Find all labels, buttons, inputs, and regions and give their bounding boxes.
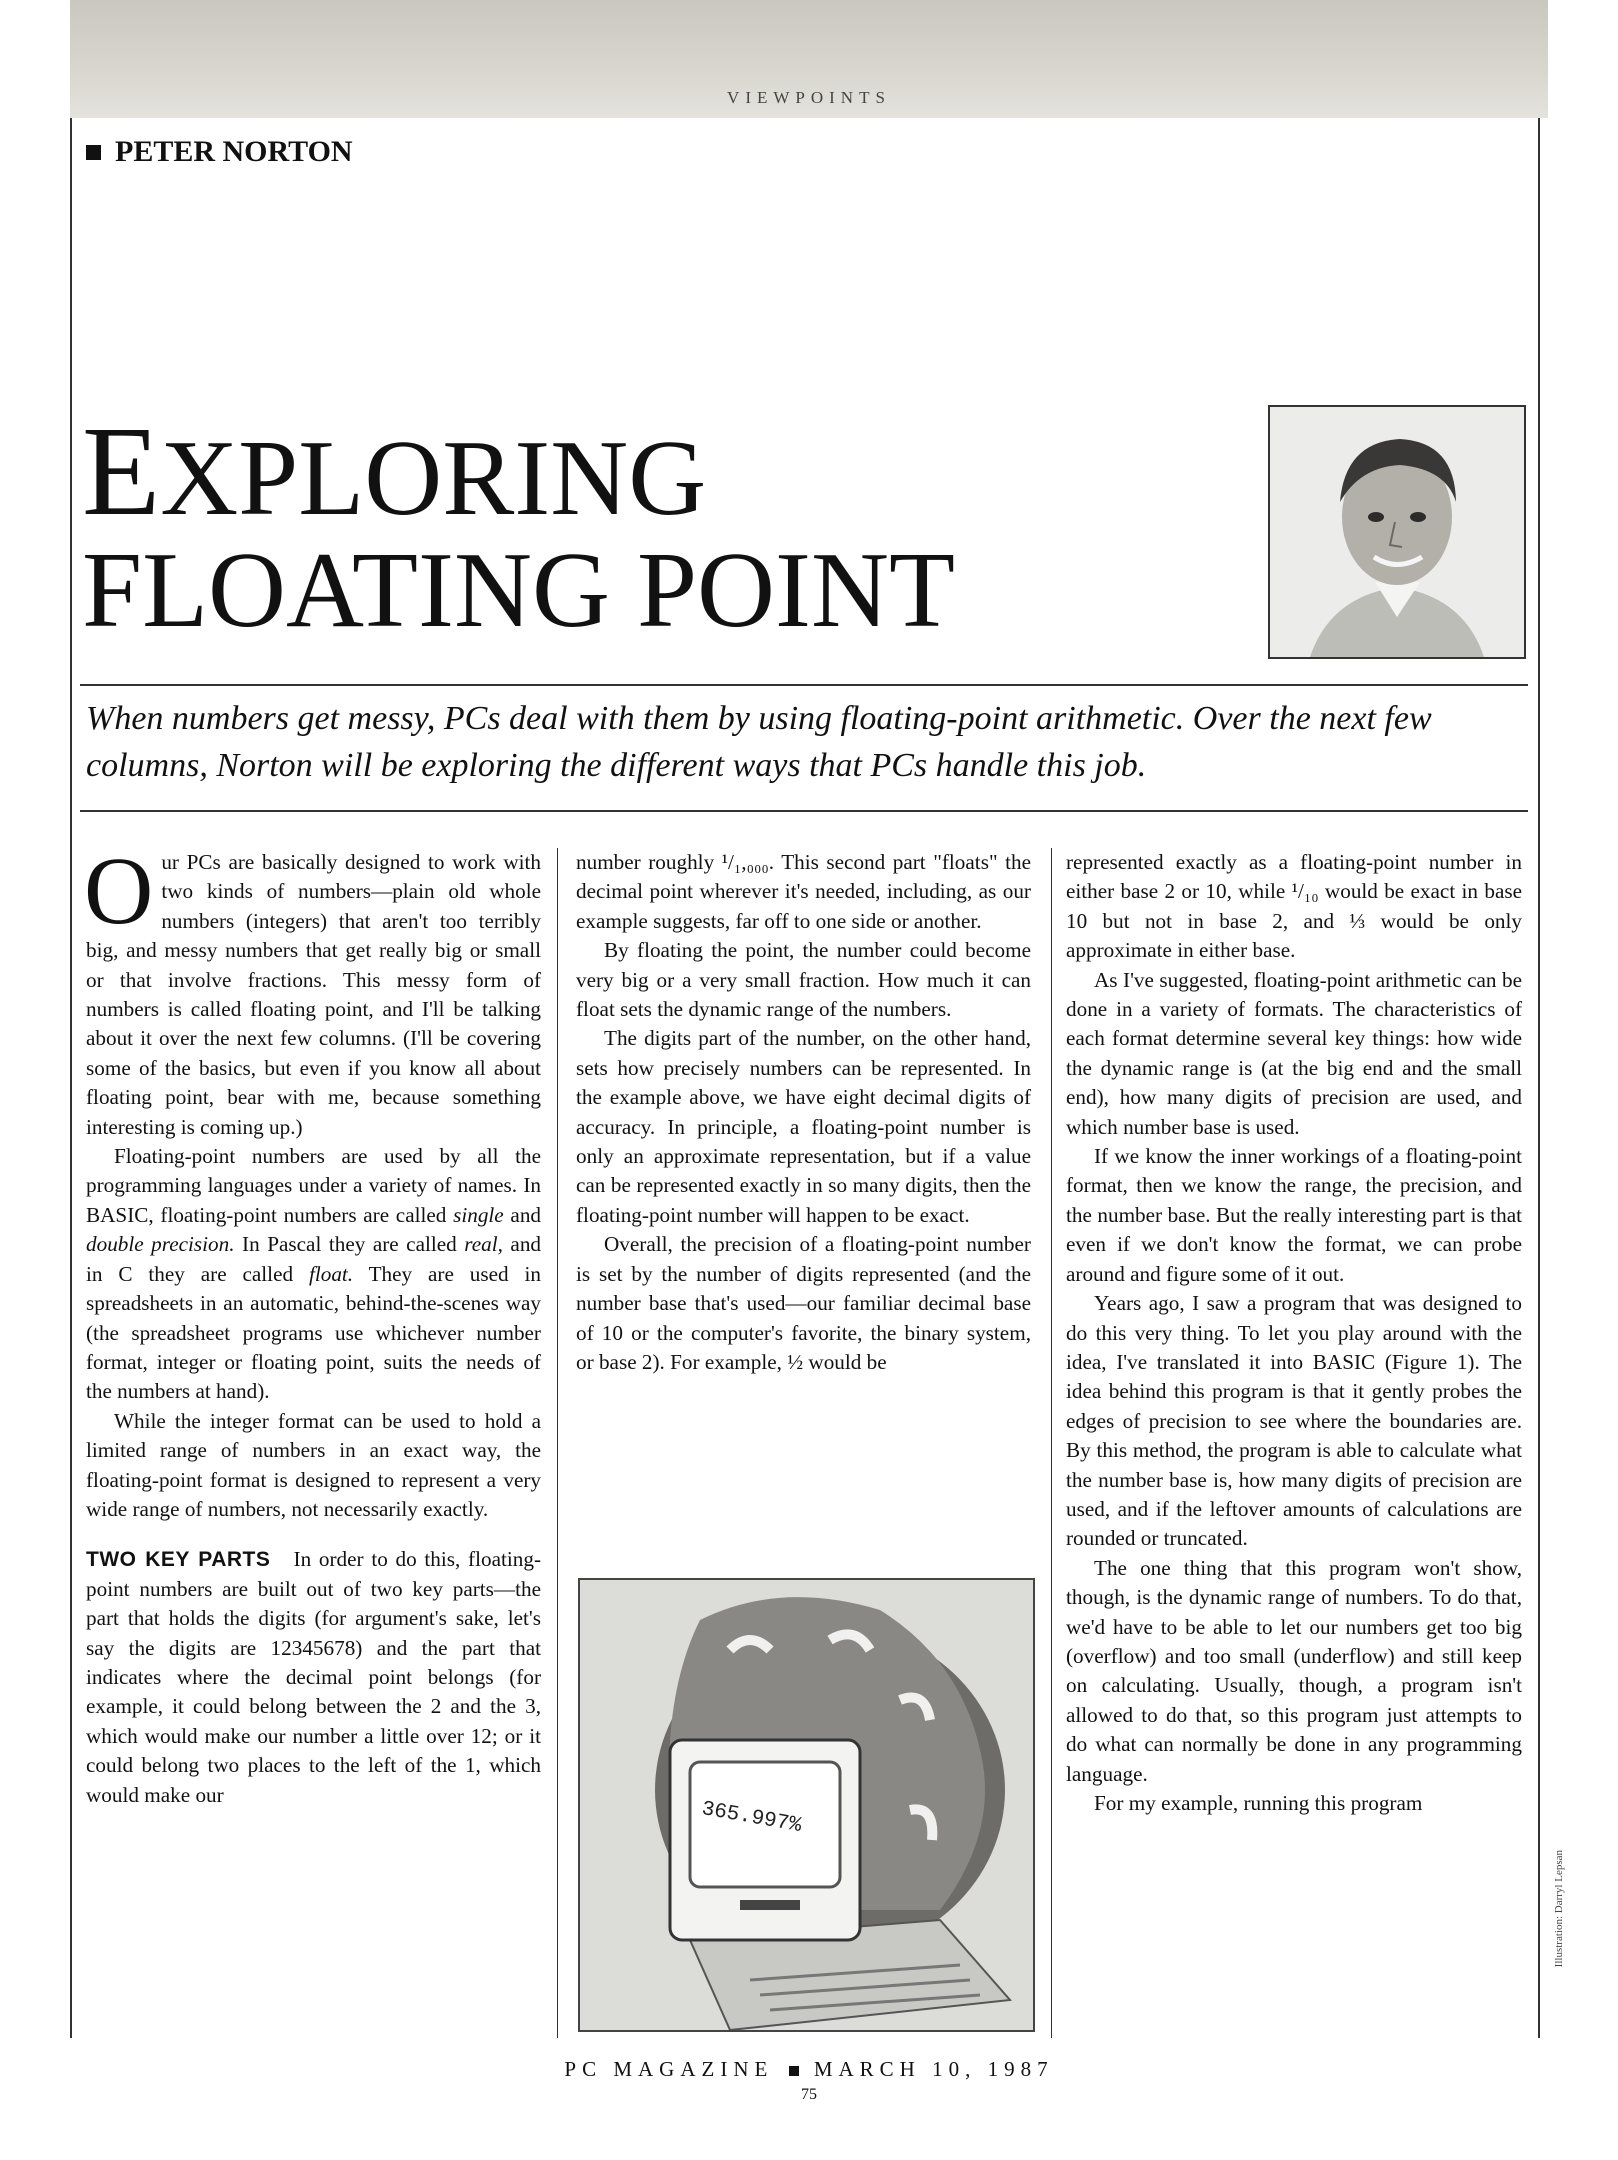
col1-para-4: [86, 1545, 541, 1810]
col3-para-3: If we know the inner workings of a floating-point format, then we know the range, the precision, and the number base. But the really interesting part is that even if we don't know the format, we can probe around and figure some of it out.: [1066, 1144, 1522, 1286]
title-line2: FLOATING POINT: [82, 531, 955, 650]
title-line1-rest: XPLORING: [160, 419, 707, 538]
section-label: VIEWPOINTS: [727, 88, 891, 107]
col1-para-3: While the integer format can be used to hold a limited range of numbers in an exact way, the floating-point format is designed to represent a very wide range of numbers, not necessarily exactly.: [86, 1408, 541, 1521]
footer-bullet-icon: [789, 2066, 799, 2076]
column-2: [576, 848, 1031, 1377]
col3-para-4: Years ago, I saw a program that was designed to do this very thing. To let you play around with the idea, I've translated it into BASIC (Figure 1). The idea behind this program is that it gently probes the edges of precision to see where the boundaries are. By this method, the program is able to calculate what the number base is, how many digits of precision are used, and if the leftover amounts of calculations are rounded or truncated.: [1066, 1291, 1522, 1551]
term-real: real,: [464, 1232, 503, 1257]
col1-p2-d: and in C they are called: [86, 1232, 542, 1286]
col3-para-6: For my example, running this program: [1094, 1791, 1423, 1815]
column-rule-2: [1051, 848, 1052, 2038]
page-number: 75: [801, 2086, 817, 2103]
col1-para-1: [84, 837, 541, 1142]
illustration: [578, 1578, 1035, 2032]
term-float: float.: [308, 1261, 354, 1286]
term-double: double precision.: [86, 1232, 235, 1257]
col1-para-4-text: In order to do this, floating-point numbers are built out of two key parts—the part that holds the digits (for argument's sake, let's say the digits are 12345678) and the part that indicates where the decimal point belongs (for example, it could belong between the 2 and the 3, which would make our number a little over 12; or it could belong two places to the left of the 1, which would make our: [86, 1547, 541, 1807]
term-single: single: [453, 1202, 504, 1227]
col1-p2-e: They are used in spreadsheets in an automatic, behind-the-scenes way (the spreadsheet programs use whichever number format, integer or floating point, suits the needs of the numbers at hand).: [86, 1261, 541, 1404]
byline-text: PETER NORTON: [115, 135, 353, 168]
col2-para-4: Overall, the precision of a floating-point number is set by the number of digits represented (and the number base that's used—our familiar decimal base of 10 or the computer's favorite, the binary system, or base 2). For example, ½ would be: [576, 1232, 1031, 1374]
illustration-credit: Illustration: Darryl Lepsan: [1553, 1850, 1565, 1968]
col1-p2-c: In Pascal they are called: [234, 1232, 465, 1257]
footer-date: MARCH 10, 1987: [813, 2057, 1054, 2081]
deck-top-rule: [80, 684, 1528, 686]
drop-cap: O: [84, 837, 154, 944]
col2-para-2: By floating the point, the number could become very big or a very small fraction. How much it can float sets the dynamic range of the numbers.: [576, 938, 1031, 1022]
col1-p2-a: Floating-point numbers are used by all the programming languages under a variety of names. In BASIC, floating-point numbers are called: [86, 1144, 541, 1227]
screen-text: 365.997%: [699, 1797, 804, 1839]
subhead: TWO KEY PARTS: [86, 1548, 271, 1572]
col1-para-2: [86, 1142, 541, 1407]
article-title: [82, 400, 955, 650]
col1-para-1-text: ur PCs are basically designed to work with two kinds of numbers—plain old whole numbers (integers) that aren't too terribly big, and messy numbers that get really big or small or that involve fractions. This messy form of numbers is called floating point, and I'll be talking about it over the next few columns. (I'll be covering some of the basics, but even if you know all about floating point, bear with me, because something interesting is coming up.): [86, 850, 541, 1139]
col2-para-3: The digits part of the number, on the other hand, sets how precisely numbers can be represented. In the example above, we have eight decimal digits of accuracy. In principle, a floating-point number is only an approximate representation, but if a value can be represented exactly in so many digits, then the floating-point number will happen to be exact.: [576, 1026, 1031, 1227]
deck-bottom-rule: [80, 810, 1528, 812]
right-rule: [1538, 118, 1540, 2038]
article-deck: When numbers get messy, PCs deal with them by using floating-point arithmetic. Over the next few columns, Norton will be exploring the different ways that PCs handle this job.: [86, 700, 1432, 784]
col3-para-2: As I've suggested, floating-point arithmetic can be done in a variety of formats. The characteristics of each format determine several key things: how wide the dynamic range is (at the big end and the small end), how many digits of precision are used, and which number base is used.: [1066, 967, 1522, 1139]
column-rule-1: [557, 848, 558, 2038]
title-initial: E: [82, 400, 161, 542]
footer: [0, 2057, 1618, 2082]
col1-p2-b: and: [503, 1202, 542, 1227]
col2-para-1: number roughly ¹/₁,₀₀₀. This second part "floats" the decimal point wherever it's needed, including, as our example suggests, far off to one side or another.: [576, 850, 1031, 933]
col3-para-1: represented exactly as a floating-point number in either base 2 or 10, while ¹/₁₀ would be exact in base 10 but not in base 2, and ⅓ would be only approximate in either base.: [1066, 850, 1522, 963]
column-1: [84, 837, 542, 1810]
footer-magazine: PC MAGAZINE: [564, 2057, 774, 2081]
portrait-image: [1270, 407, 1524, 657]
computer-illustration: [580, 1580, 1033, 2030]
left-rule: [70, 118, 72, 2038]
author-portrait: [1268, 405, 1526, 659]
col3-para-5: The one thing that this program won't show, though, is the dynamic range of numbers. To do that, we'd have to be able to let our numbers get too big (overflow) and too small (underflow) and still keep on calculating. Usually, though, a program isn't allowed to do that, so this program just attempts to do what can normally be done in any programming language.: [1066, 1555, 1522, 1786]
column-3: [1066, 848, 1522, 1818]
byline: [86, 135, 353, 169]
bullet-square-icon: [86, 145, 101, 160]
